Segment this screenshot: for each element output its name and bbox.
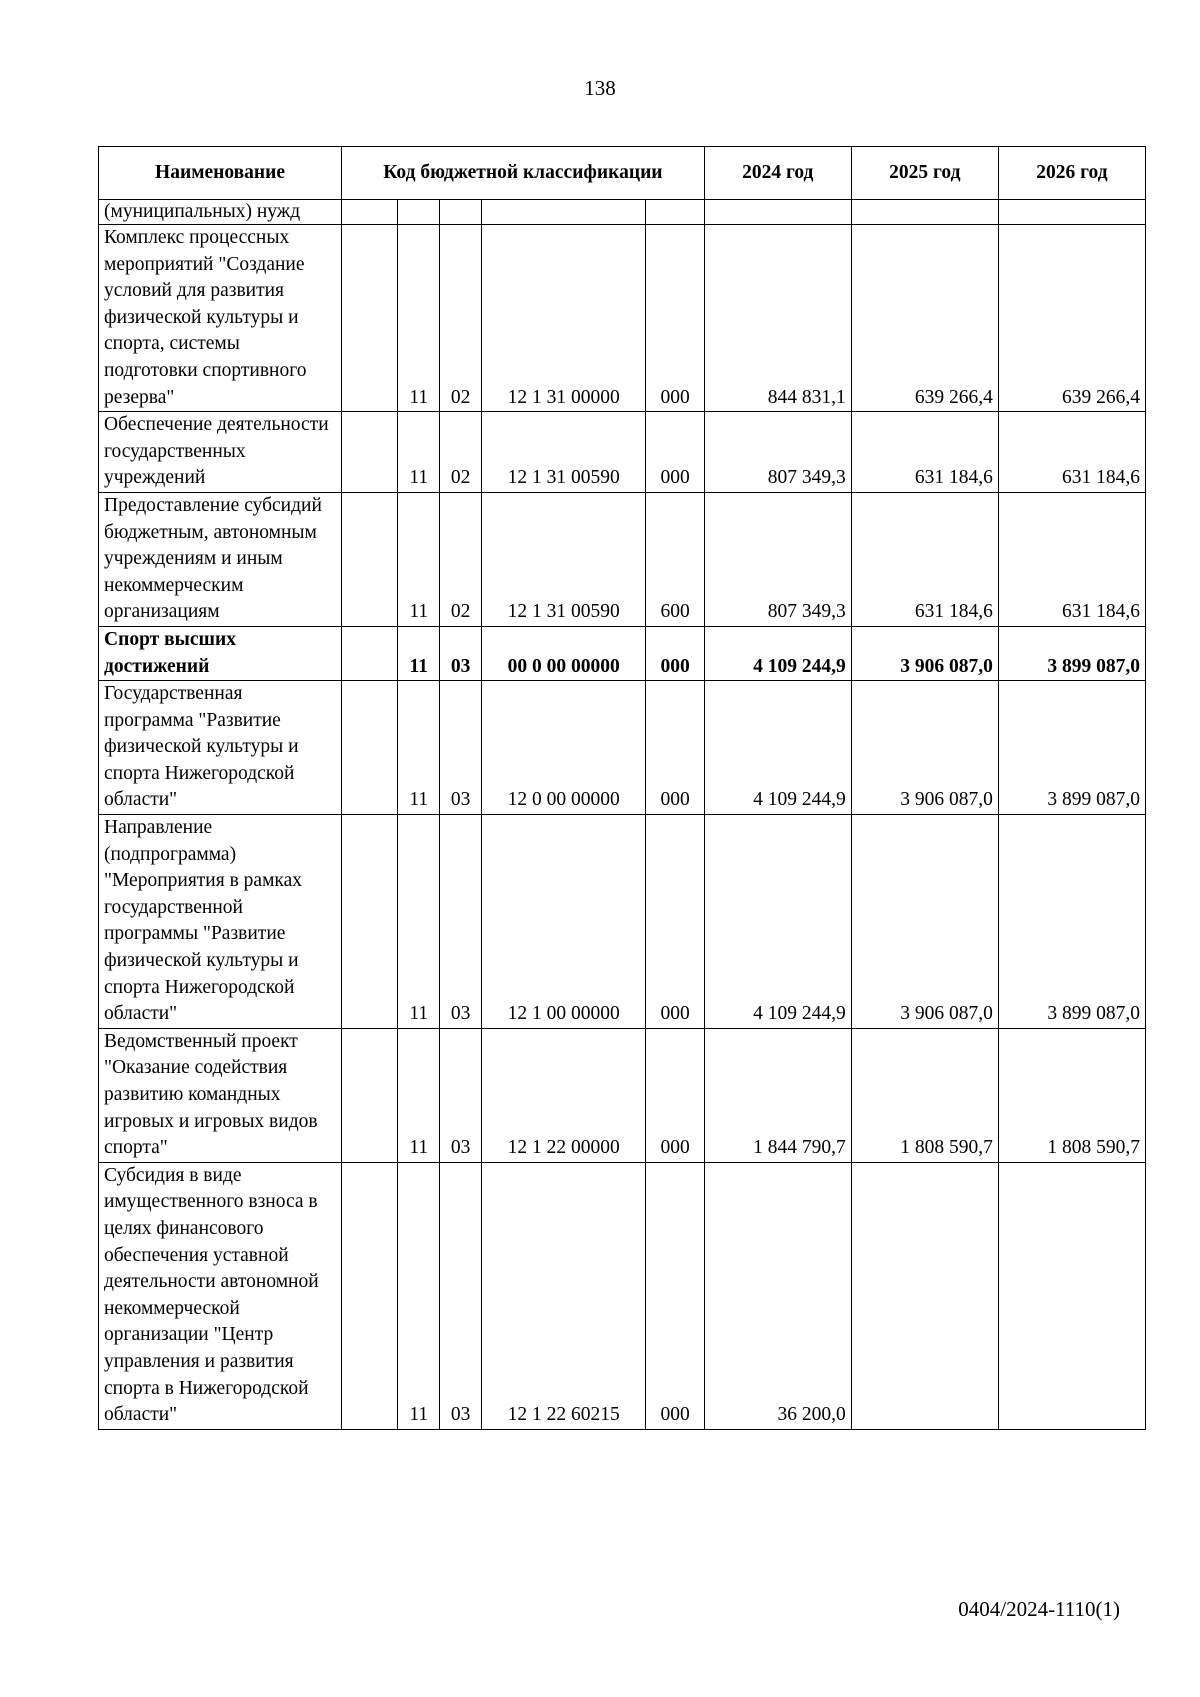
subsection-code: 03 <box>440 815 482 1029</box>
code-cell <box>482 200 646 225</box>
code-cell <box>342 412 398 493</box>
value-2026 <box>998 1162 1145 1429</box>
section-code: 11 <box>398 1028 440 1162</box>
value-2026: 3 899 087,0 <box>998 815 1145 1029</box>
code-cell <box>342 1162 398 1429</box>
section-code: 11 <box>398 225 440 412</box>
table-row <box>99 492 1146 626</box>
target-article-code: 12 1 22 00000 <box>482 1028 646 1162</box>
target-article-code: 12 1 00 00000 <box>482 815 646 1029</box>
subsection-code: 03 <box>440 626 482 680</box>
section-code: 11 <box>398 626 440 680</box>
row-name: Субсидия в виде имущественного взноса в целях финансового обеспечения уставной деятельности автономной некоммерческой организации "Центр управления и развития спорта в Нижегородской области" <box>99 1162 342 1429</box>
subsection-code: 02 <box>440 225 482 412</box>
row-name: Обеспечение деятельности государственных учреждений <box>99 412 342 493</box>
code-cell <box>342 200 398 225</box>
value-2024: 807 349,3 <box>704 492 851 626</box>
code-cell <box>342 626 398 680</box>
expense-type-code: 000 <box>646 1162 704 1429</box>
row-name: Государственная программа "Развитие физической культуры и спорта Нижегородской области" <box>99 681 342 815</box>
row-name: Спорт высших достижений <box>99 626 342 680</box>
value-2024: 1 844 790,7 <box>704 1028 851 1162</box>
expense-type-code: 000 <box>646 225 704 412</box>
table-row <box>99 681 1146 815</box>
value-2026: 3 899 087,0 <box>998 626 1145 680</box>
budget-table <box>98 146 1146 1430</box>
value-cell <box>998 200 1145 225</box>
target-article-code: 12 1 22 60215 <box>482 1162 646 1429</box>
header-code: Код бюджетной классификации <box>342 147 705 200</box>
subsection-code: 03 <box>440 1028 482 1162</box>
subsection-code: 03 <box>440 1162 482 1429</box>
header-name: Наименование <box>99 147 342 200</box>
table-row <box>99 225 1146 412</box>
row-name: (муниципальных) нужд <box>99 200 342 225</box>
expense-type-code: 000 <box>646 815 704 1029</box>
table-row <box>99 412 1146 493</box>
table-row <box>99 626 1146 680</box>
value-2026: 3 899 087,0 <box>998 681 1145 815</box>
code-cell <box>342 681 398 815</box>
expense-type-code: 000 <box>646 626 704 680</box>
code-cell <box>342 815 398 1029</box>
value-2025: 639 266,4 <box>851 225 998 412</box>
value-2026: 1 808 590,7 <box>998 1028 1145 1162</box>
section-code: 11 <box>398 815 440 1029</box>
value-2025: 3 906 087,0 <box>851 815 998 1029</box>
value-2024: 4 109 244,9 <box>704 815 851 1029</box>
target-article-code: 12 1 31 00000 <box>482 225 646 412</box>
value-2025: 3 906 087,0 <box>851 681 998 815</box>
expense-type-code: 000 <box>646 681 704 815</box>
target-article-code: 12 0 00 00000 <box>482 681 646 815</box>
value-2025: 631 184,6 <box>851 412 998 493</box>
section-code: 11 <box>398 412 440 493</box>
target-article-code: 12 1 31 00590 <box>482 492 646 626</box>
header-2026: 2026 год <box>998 147 1145 200</box>
table-row <box>99 1028 1146 1162</box>
value-2025: 631 184,6 <box>851 492 998 626</box>
value-2024: 807 349,3 <box>704 412 851 493</box>
table-row <box>99 1162 1146 1429</box>
value-cell <box>851 200 998 225</box>
header-2024: 2024 год <box>704 147 851 200</box>
target-article-code: 00 0 00 00000 <box>482 626 646 680</box>
row-name: Ведомственный проект "Оказание содействия развитию командных игровых и игровых видов спорта" <box>99 1028 342 1162</box>
value-cell <box>704 200 851 225</box>
section-code: 11 <box>398 1162 440 1429</box>
expense-type-code: 000 <box>646 1028 704 1162</box>
header-2025: 2025 год <box>851 147 998 200</box>
row-name: Направление (подпрограмма) "Мероприятия в рамках государственной программы "Развитие физической культуры и спорта Нижегородской области" <box>99 815 342 1029</box>
code-cell <box>342 492 398 626</box>
value-2024: 36 200,0 <box>704 1162 851 1429</box>
value-2025: 3 906 087,0 <box>851 626 998 680</box>
subsection-code: 03 <box>440 681 482 815</box>
code-cell <box>342 225 398 412</box>
code-cell <box>398 200 440 225</box>
section-code: 11 <box>398 681 440 815</box>
value-2026: 631 184,6 <box>998 492 1145 626</box>
row-name: Предоставление субсидий бюджетным, автономным учреждениям и иным некоммерческим организациям <box>99 492 342 626</box>
document-code: 0404/2024-1110(1) <box>958 1597 1120 1621</box>
section-code: 11 <box>398 492 440 626</box>
expense-type-code: 000 <box>646 412 704 493</box>
subsection-code: 02 <box>440 412 482 493</box>
code-cell <box>646 200 704 225</box>
row-name: Комплекс процессных мероприятий "Создание условий для развития физической культуры и спорта, системы подготовки спортивного резерва" <box>99 225 342 412</box>
value-2026: 631 184,6 <box>998 412 1145 493</box>
table-row <box>99 200 1146 225</box>
expense-type-code: 600 <box>646 492 704 626</box>
target-article-code: 12 1 31 00590 <box>482 412 646 493</box>
table-header-row <box>99 147 1146 200</box>
code-cell <box>440 200 482 225</box>
value-2025: 1 808 590,7 <box>851 1028 998 1162</box>
subsection-code: 02 <box>440 492 482 626</box>
page-number: 138 <box>584 76 616 100</box>
value-2024: 844 831,1 <box>704 225 851 412</box>
value-2024: 4 109 244,9 <box>704 681 851 815</box>
value-2024: 4 109 244,9 <box>704 626 851 680</box>
value-2026: 639 266,4 <box>998 225 1145 412</box>
table-row <box>99 815 1146 1029</box>
value-2025 <box>851 1162 998 1429</box>
code-cell <box>342 1028 398 1162</box>
